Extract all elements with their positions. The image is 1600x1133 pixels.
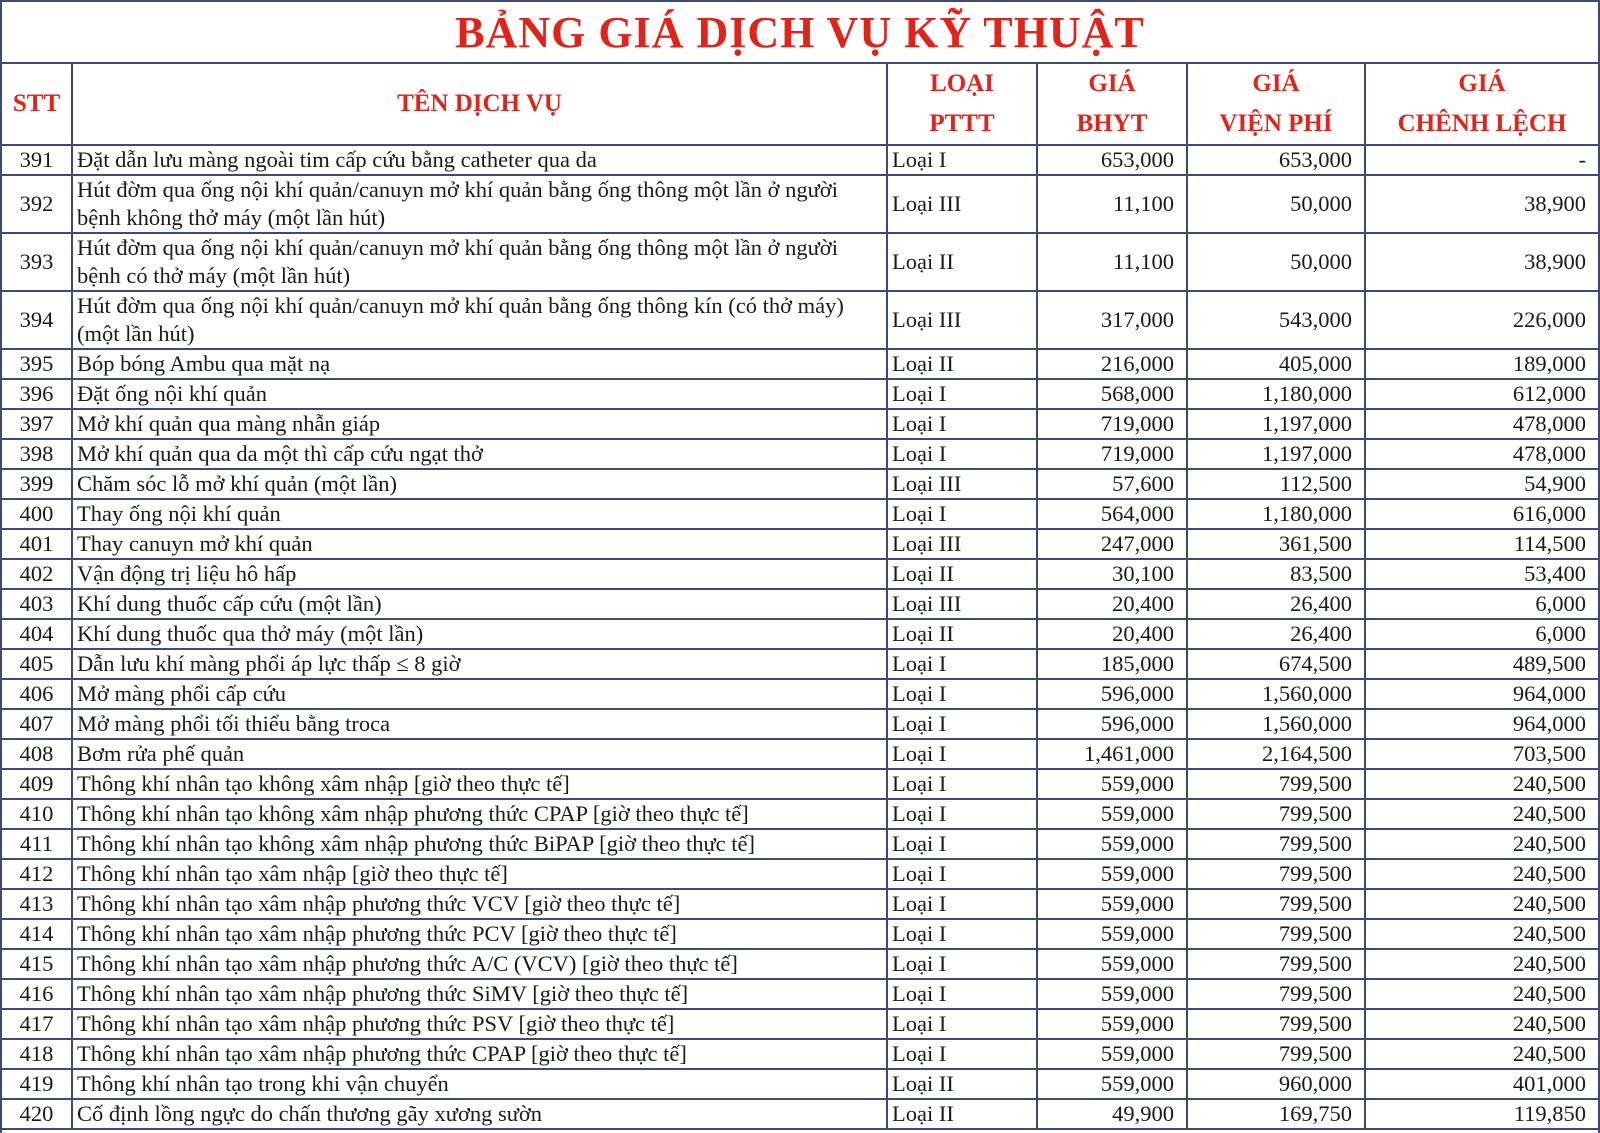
cell-price-vienphi: 799,500 — [1187, 769, 1365, 799]
table-row — [2, 709, 1598, 739]
cell-service-name: Thông khí nhân tạo xâm nhập [giờ theo thực tế] — [72, 859, 887, 889]
cell-stt: 394 — [2, 291, 72, 349]
cell-service-name: Thông khí nhân tạo xâm nhập phương thức SiMV [giờ theo thực tế] — [72, 979, 887, 1009]
cell-stt: 403 — [2, 589, 72, 619]
cell-price-vienphi: 26,400 — [1187, 619, 1365, 649]
cell-stt: 391 — [2, 145, 72, 175]
cell-price-vienphi: 1,180,000 — [1187, 379, 1365, 409]
header-chenhlech-line2: CHÊNH LỆCH — [1397, 110, 1567, 137]
cell-price-chenhlech: 240,500 — [1365, 1009, 1598, 1039]
cell-price-bhyt: 559,000 — [1037, 1069, 1187, 1099]
cell-price-vienphi: 799,500 — [1187, 979, 1365, 1009]
cell-service-name: Thông khí nhân tạo xâm nhập phương thức VCV [giờ theo thực tế] — [72, 889, 887, 919]
cell-stt: 406 — [2, 679, 72, 709]
cell-type: Loại I — [887, 409, 1037, 439]
cell-stt: 409 — [2, 769, 72, 799]
cell-service-name: Mở màng phổi cấp cứu — [72, 679, 887, 709]
cell-price-bhyt: 57,600 — [1037, 469, 1187, 499]
cell-price-vienphi: 799,500 — [1187, 1009, 1365, 1039]
table-row — [2, 739, 1598, 769]
price-table — [2, 64, 1598, 1130]
cell-type: Loại I — [887, 709, 1037, 739]
cell-stt: 412 — [2, 859, 72, 889]
cell-service-name: Thông khí nhân tạo xâm nhập phương thức CPAP [giờ theo thực tế] — [72, 1039, 887, 1069]
cell-price-chenhlech: 6,000 — [1365, 619, 1598, 649]
cell-price-chenhlech: 38,900 — [1365, 233, 1598, 291]
cell-type: Loại III — [887, 469, 1037, 499]
cell-price-vienphi: 83,500 — [1187, 559, 1365, 589]
header-name — [72, 64, 887, 145]
table-row — [2, 559, 1598, 589]
cell-price-bhyt: 559,000 — [1037, 769, 1187, 799]
cell-type: Loại I — [887, 799, 1037, 829]
cell-type: Loại I — [887, 649, 1037, 679]
header-type — [887, 64, 1037, 145]
cell-price-bhyt: 317,000 — [1037, 291, 1187, 349]
cell-stt: 418 — [2, 1039, 72, 1069]
cell-service-name: Khí dung thuốc cấp cứu (một lần) — [72, 589, 887, 619]
cell-price-vienphi: 26,400 — [1187, 589, 1365, 619]
cell-price-chenhlech: 240,500 — [1365, 949, 1598, 979]
cell-price-bhyt: 20,400 — [1037, 589, 1187, 619]
table-row — [2, 1009, 1598, 1039]
cell-price-chenhlech: 226,000 — [1365, 291, 1598, 349]
cell-price-bhyt: 247,000 — [1037, 529, 1187, 559]
table-header — [2, 64, 1598, 145]
cell-stt: 400 — [2, 499, 72, 529]
cell-price-bhyt: 559,000 — [1037, 949, 1187, 979]
table-row — [2, 979, 1598, 1009]
cell-price-vienphi: 799,500 — [1187, 919, 1365, 949]
header-chenhlech-line1: GIÁ — [1458, 70, 1506, 97]
cell-stt: 417 — [2, 1009, 72, 1039]
cell-type: Loại II — [887, 233, 1037, 291]
cell-price-bhyt: 568,000 — [1037, 379, 1187, 409]
cell-stt: 393 — [2, 233, 72, 291]
cell-service-name: Thông khí nhân tạo không xâm nhập [giờ theo thực tế] — [72, 769, 887, 799]
cell-price-chenhlech: 119,850 — [1365, 1099, 1598, 1129]
cell-price-vienphi: 405,000 — [1187, 349, 1365, 379]
cell-price-vienphi: 50,000 — [1187, 175, 1365, 233]
table-row — [2, 679, 1598, 709]
cell-stt: 410 — [2, 799, 72, 829]
table-row — [2, 233, 1598, 291]
cell-service-name: Vận động trị liệu hô hấp — [72, 559, 887, 589]
cell-price-bhyt: 559,000 — [1037, 1039, 1187, 1069]
cell-service-name: Thông khí nhân tạo xâm nhập phương thức PCV [giờ theo thực tế] — [72, 919, 887, 949]
cell-service-name: Thay ống nội khí quản — [72, 499, 887, 529]
cell-type: Loại II — [887, 619, 1037, 649]
cell-price-bhyt: 559,000 — [1037, 919, 1187, 949]
cell-stt: 396 — [2, 379, 72, 409]
cell-stt: 395 — [2, 349, 72, 379]
cell-service-name: Chăm sóc lỗ mở khí quản (một lần) — [72, 469, 887, 499]
cell-service-name: Đặt dẫn lưu màng ngoài tim cấp cứu bằng catheter qua da — [72, 145, 887, 175]
cell-price-vienphi: 653,000 — [1187, 145, 1365, 175]
cell-price-bhyt: 11,100 — [1037, 175, 1187, 233]
cell-price-vienphi: 50,000 — [1187, 233, 1365, 291]
table-row — [2, 291, 1598, 349]
cell-price-chenhlech: 240,500 — [1365, 1039, 1598, 1069]
header-vienphi — [1187, 64, 1365, 145]
cell-price-vienphi: 799,500 — [1187, 1039, 1365, 1069]
cell-price-bhyt: 185,000 — [1037, 649, 1187, 679]
cell-stt: 401 — [2, 529, 72, 559]
table-row — [2, 799, 1598, 829]
cell-price-chenhlech: 240,500 — [1365, 979, 1598, 1009]
cell-price-bhyt: 596,000 — [1037, 709, 1187, 739]
cell-price-vienphi: 960,000 — [1187, 1069, 1365, 1099]
cell-price-chenhlech: 240,500 — [1365, 829, 1598, 859]
cell-price-vienphi: 112,500 — [1187, 469, 1365, 499]
cell-price-chenhlech: 240,500 — [1365, 919, 1598, 949]
cell-price-chenhlech: 703,500 — [1365, 739, 1598, 769]
cell-price-chenhlech: 240,500 — [1365, 859, 1598, 889]
cell-stt: 411 — [2, 829, 72, 859]
table-row — [2, 829, 1598, 859]
cell-service-name: Thông khí nhân tạo trong khi vận chuyển — [72, 1069, 887, 1099]
cell-service-name: Mở khí quản qua màng nhẫn giáp — [72, 409, 887, 439]
cell-type: Loại I — [887, 919, 1037, 949]
cell-service-name: Mở màng phổi tối thiểu bằng troca — [72, 709, 887, 739]
cell-price-bhyt: 20,400 — [1037, 619, 1187, 649]
cell-stt: 392 — [2, 175, 72, 233]
cell-service-name: Đặt ống nội khí quản — [72, 379, 887, 409]
header-stt-label: STT — [12, 90, 61, 117]
table-row — [2, 1039, 1598, 1069]
cell-service-name: Thông khí nhân tạo xâm nhập phương thức A/C (VCV) [giờ theo thực tế] — [72, 949, 887, 979]
cell-price-chenhlech: 612,000 — [1365, 379, 1598, 409]
cell-service-name: Hút đờm qua ống nội khí quản/canuyn mở khí quản bằng ống thông một lần ở người bệnh không thở máy (một lần hút) — [72, 175, 887, 233]
table-row — [2, 859, 1598, 889]
cell-service-name: Hút đờm qua ống nội khí quản/canuyn mở khí quản bằng ống thông kín (có thở máy) (một lần hút) — [72, 291, 887, 349]
table-row — [2, 469, 1598, 499]
cell-price-bhyt: 719,000 — [1037, 439, 1187, 469]
cell-stt: 420 — [2, 1099, 72, 1129]
cell-stt: 413 — [2, 889, 72, 919]
header-type-line2: PTTT — [929, 110, 995, 137]
cell-price-chenhlech: 38,900 — [1365, 175, 1598, 233]
cell-stt: 402 — [2, 559, 72, 589]
cell-price-chenhlech: 114,500 — [1365, 529, 1598, 559]
cell-price-vienphi: 799,500 — [1187, 859, 1365, 889]
cell-service-name: Bơm rửa phế quản — [72, 739, 887, 769]
table-row — [2, 175, 1598, 233]
cell-stt: 404 — [2, 619, 72, 649]
cell-price-chenhlech: 616,000 — [1365, 499, 1598, 529]
table-row — [2, 1069, 1598, 1099]
cell-price-vienphi: 674,500 — [1187, 649, 1365, 679]
table-row — [2, 889, 1598, 919]
cell-type: Loại I — [887, 769, 1037, 799]
cell-price-vienphi: 799,500 — [1187, 889, 1365, 919]
cell-price-chenhlech: 478,000 — [1365, 409, 1598, 439]
cell-service-name: Thay canuyn mở khí quản — [72, 529, 887, 559]
cell-stt: 398 — [2, 439, 72, 469]
cell-price-bhyt: 564,000 — [1037, 499, 1187, 529]
cell-type: Loại I — [887, 439, 1037, 469]
cell-price-vienphi: 799,500 — [1187, 799, 1365, 829]
cell-price-bhyt: 559,000 — [1037, 979, 1187, 1009]
cell-price-chenhlech: 964,000 — [1365, 679, 1598, 709]
cell-service-name: Thông khí nhân tạo xâm nhập phương thức PSV [giờ theo thực tế] — [72, 1009, 887, 1039]
cell-stt: 408 — [2, 739, 72, 769]
cell-type: Loại I — [887, 499, 1037, 529]
table-row — [2, 145, 1598, 175]
table-row — [2, 769, 1598, 799]
header-vienphi-line2: VIỆN PHÍ — [1219, 110, 1333, 137]
cell-price-chenhlech: 240,500 — [1365, 799, 1598, 829]
cell-price-chenhlech: 240,500 — [1365, 889, 1598, 919]
cell-service-name: Mở khí quản qua da một thì cấp cứu ngạt thở — [72, 439, 887, 469]
cell-type: Loại I — [887, 949, 1037, 979]
cell-price-vienphi: 169,750 — [1187, 1099, 1365, 1129]
page-title: BẢNG GIÁ DỊCH VỤ KỸ THUẬT — [2, 2, 1598, 64]
cell-stt: 399 — [2, 469, 72, 499]
cell-price-vienphi: 2,164,500 — [1187, 739, 1365, 769]
cell-price-vienphi: 1,560,000 — [1187, 709, 1365, 739]
table-row — [2, 439, 1598, 469]
table-row — [2, 349, 1598, 379]
cell-type: Loại I — [887, 829, 1037, 859]
cell-type: Loại I — [887, 1009, 1037, 1039]
cell-stt: 415 — [2, 949, 72, 979]
cell-price-chenhlech: 53,400 — [1365, 559, 1598, 589]
cell-price-bhyt: 559,000 — [1037, 1009, 1187, 1039]
header-type-line1: LOẠI — [930, 70, 994, 97]
cell-service-name: Bóp bóng Ambu qua mặt nạ — [72, 349, 887, 379]
cell-type: Loại II — [887, 349, 1037, 379]
cell-price-vienphi: 799,500 — [1187, 829, 1365, 859]
cell-stt: 407 — [2, 709, 72, 739]
cell-price-vienphi: 799,500 — [1187, 949, 1365, 979]
cell-type: Loại I — [887, 379, 1037, 409]
cell-type: Loại I — [887, 739, 1037, 769]
table-row — [2, 529, 1598, 559]
cell-service-name: Hút đờm qua ống nội khí quản/canuyn mở khí quản bằng ống thông một lần ở người bệnh có thở máy (một lần hút) — [72, 233, 887, 291]
cell-price-chenhlech: 54,900 — [1365, 469, 1598, 499]
table-row — [2, 499, 1598, 529]
table-row — [2, 949, 1598, 979]
cell-type: Loại I — [887, 679, 1037, 709]
table-row — [2, 1099, 1598, 1129]
cell-stt: 414 — [2, 919, 72, 949]
header-bhyt — [1037, 64, 1187, 145]
cell-type: Loại III — [887, 529, 1037, 559]
cell-stt: 405 — [2, 649, 72, 679]
header-name-label: TÊN DỊCH VỤ — [397, 90, 562, 117]
header-vienphi-line1: GIÁ — [1252, 70, 1300, 97]
cell-price-vienphi: 1,197,000 — [1187, 439, 1365, 469]
cell-type: Loại I — [887, 145, 1037, 175]
table-row — [2, 379, 1598, 409]
table-row — [2, 649, 1598, 679]
cell-type: Loại I — [887, 979, 1037, 1009]
cell-price-bhyt: 11,100 — [1037, 233, 1187, 291]
cell-price-bhyt: 49,900 — [1037, 1099, 1187, 1129]
cell-type: Loại III — [887, 291, 1037, 349]
cell-price-chenhlech: 964,000 — [1365, 709, 1598, 739]
table-row — [2, 589, 1598, 619]
cell-service-name: Khí dung thuốc qua thở máy (một lần) — [72, 619, 887, 649]
cell-price-vienphi: 1,197,000 — [1187, 409, 1365, 439]
header-chenhlech — [1365, 64, 1598, 145]
cell-price-chenhlech: 401,000 — [1365, 1069, 1598, 1099]
cell-service-name: Thông khí nhân tạo không xâm nhập phương thức BiPAP [giờ theo thực tế] — [72, 829, 887, 859]
cell-price-chenhlech: 189,000 — [1365, 349, 1598, 379]
table-body — [2, 145, 1598, 1129]
header-bhyt-line1: GIÁ — [1088, 70, 1136, 97]
cell-price-bhyt: 1,461,000 — [1037, 739, 1187, 769]
cell-price-chenhlech: 489,500 — [1365, 649, 1598, 679]
cell-price-bhyt: 559,000 — [1037, 829, 1187, 859]
header-row — [2, 64, 1598, 145]
cell-price-chenhlech: 478,000 — [1365, 439, 1598, 469]
cell-type: Loại I — [887, 1039, 1037, 1069]
table-row — [2, 919, 1598, 949]
cell-service-name: Thông khí nhân tạo không xâm nhập phương thức CPAP [giờ theo thực tế] — [72, 799, 887, 829]
table-row — [2, 409, 1598, 439]
cell-price-bhyt: 653,000 — [1037, 145, 1187, 175]
cell-stt: 416 — [2, 979, 72, 1009]
header-bhyt-line2: BHYT — [1076, 110, 1148, 137]
cell-price-bhyt: 559,000 — [1037, 859, 1187, 889]
cell-price-bhyt: 559,000 — [1037, 799, 1187, 829]
cell-stt: 397 — [2, 409, 72, 439]
cell-price-vienphi: 543,000 — [1187, 291, 1365, 349]
cell-type: Loại III — [887, 175, 1037, 233]
cell-price-chenhlech: 6,000 — [1365, 589, 1598, 619]
cell-stt: 419 — [2, 1069, 72, 1099]
cell-price-chenhlech: 240,500 — [1365, 769, 1598, 799]
cell-type: Loại II — [887, 1069, 1037, 1099]
cell-service-name: Cố định lồng ngực do chấn thương gãy xương sườn — [72, 1099, 887, 1129]
cell-price-bhyt: 30,100 — [1037, 559, 1187, 589]
cell-type: Loại III — [887, 589, 1037, 619]
cell-price-vienphi: 1,560,000 — [1187, 679, 1365, 709]
table-row — [2, 619, 1598, 649]
cell-type: Loại I — [887, 889, 1037, 919]
cell-price-bhyt: 596,000 — [1037, 679, 1187, 709]
cell-type: Loại I — [887, 859, 1037, 889]
cell-type: Loại II — [887, 559, 1037, 589]
cell-service-name: Dẫn lưu khí màng phổi áp lực thấp ≤ 8 giờ — [72, 649, 887, 679]
cell-price-bhyt: 719,000 — [1037, 409, 1187, 439]
cell-price-vienphi: 1,180,000 — [1187, 499, 1365, 529]
cell-price-bhyt: 216,000 — [1037, 349, 1187, 379]
cell-price-bhyt: 559,000 — [1037, 889, 1187, 919]
cell-type: Loại II — [887, 1099, 1037, 1129]
cell-price-vienphi: 361,500 — [1187, 529, 1365, 559]
header-stt — [2, 64, 72, 145]
cell-price-chenhlech: - — [1365, 145, 1598, 175]
